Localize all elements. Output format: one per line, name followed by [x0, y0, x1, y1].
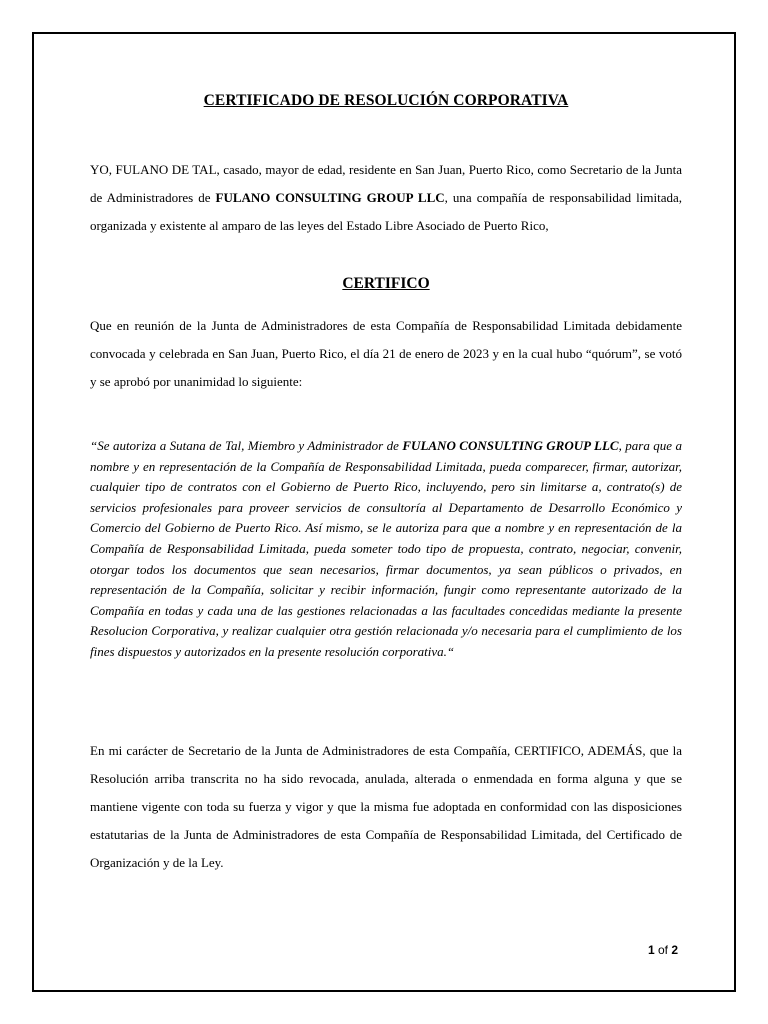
intro-text-after: , una compañía de responsabilidad limitada, organizada y existente al amparo de las leyes del Estado Libre Asociado de Puerto Rico, — [90, 190, 682, 233]
closing-paragraph: En mi carácter de Secretario de la Junta de Administradores de esta Compañía, CERTIFICO, ADEMÁS, que la Resolución arriba transcrita no ha sido revocada, anulada, alterada o enmendada en forma alguna y que se mantiene vigente con toda su fuerza y vigor y que la misma fue adoptada en conformidad con las disposiciones estatutarias de la Junta de Administradores de esta Compañía de Responsabilidad Limitada, del Certificado de Organización y de la Ley. — [90, 743, 682, 870]
company-name: FULANO CONSULTING GROUP LLC — [215, 190, 445, 205]
resolution-company-name: FULANO CONSULTING GROUP LLC — [402, 438, 619, 453]
page-current: 1 — [647, 943, 655, 957]
intro-paragraph — [90, 156, 682, 240]
page-number — [648, 943, 678, 957]
page-separator: of — [654, 943, 672, 957]
resolution-text-after: , para que a nombre y en representación de la Compañía de Responsabilidad Limitada, pueda comparecer, firmar, autorizar, cualquier tipo de contratos con el Gobierno de Puerto Rico, incluyendo, pero sin limitarse a, contrato(s) de servicios profesionales para proveer servicios de consultoría al Departamento de Desarrollo Económico y Comercio del Gobierno de Puerto Rico. Así mismo, se le autoriza para que a nombre y en representación de la Compañía de Responsabilidad Limitada, pueda someter todo tipo de propuesta, contrato, negociar, convenir, otorgar todos los documentos que sean necesarios, firmar documentos, ya sean públicos o privados, en representación de la Compañía, solicitar y recibir información, fungir como representante autorizado de la Compañía en todas y cada una de las gestiones relacionadas a las facultades concedidas mediante la presente Resolucion Corporativa, y realizar cualquier otra gestión relacionada y/o necesaria para el cumplimiento de los fines dispuestos y autorizados en la presente resolución corporativa.“ — [90, 438, 682, 659]
document-title: CERTIFICADO DE RESOLUCIÓN CORPORATIVA — [203, 92, 569, 109]
intro-text-before: YO, FULANO DE TAL, casado, mayor de edad, residente en San Juan, Puerto Rico, como Secretario de la Junta de Administradores de — [90, 162, 682, 205]
resolution-text-before: “Se autoriza a Sutana de Tal, Miembro y Administrador de — [90, 438, 403, 453]
resolution-quote — [90, 436, 682, 663]
page-total: 2 — [671, 943, 678, 957]
meeting-paragraph: Que en reunión de la Junta de Administradores de esta Compañía de Responsabilidad Limitada debidamente convocada y celebrada en San Juan, Puerto Rico, el día 21 de enero de 2023 y en la cual hubo “quórum”, se votó y se aprobó por unanimidad lo siguiente: — [90, 318, 682, 389]
certify-heading: CERTIFICO — [342, 275, 430, 292]
